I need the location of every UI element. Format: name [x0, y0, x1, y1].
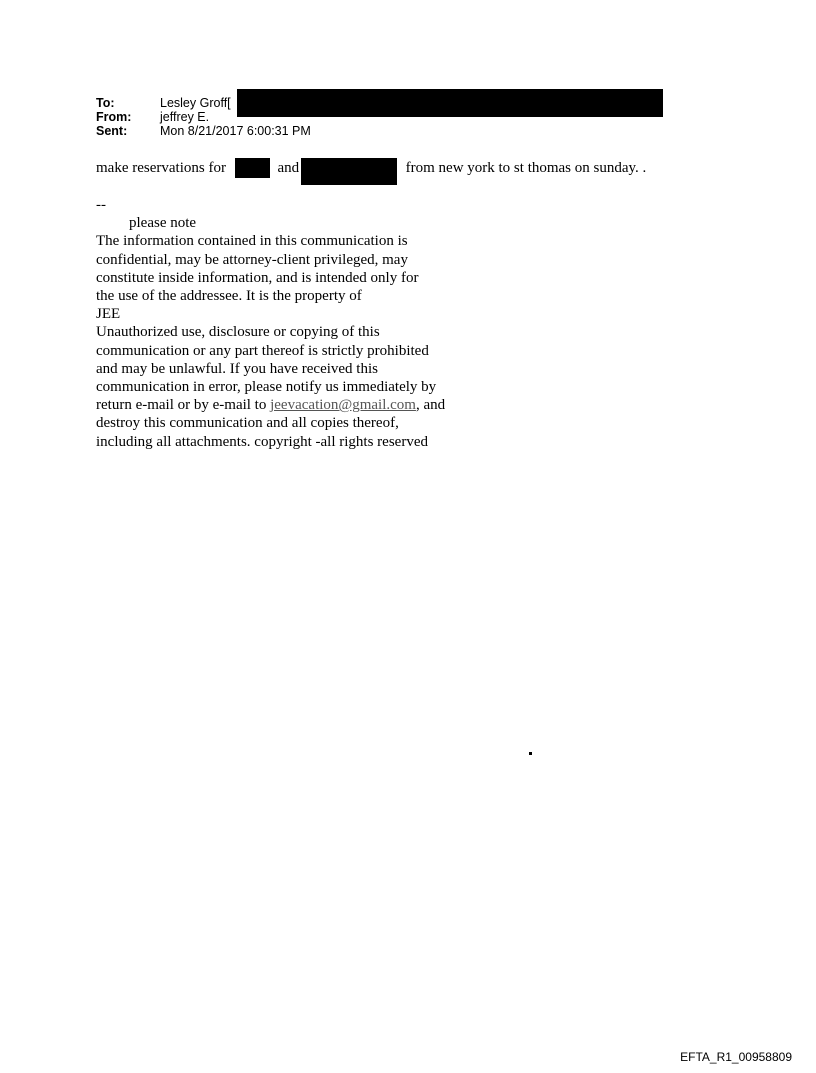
from-value: jeffrey E. [160, 110, 210, 124]
disclaimer-line: confidential, may be attorney-client privileged, may [96, 251, 408, 268]
to-label: To: [96, 96, 115, 110]
body-text-part2: and [277, 160, 300, 176]
disclaimer-line: communication or any part thereof is strictly prohibited [96, 342, 429, 359]
stray-dot [529, 752, 532, 755]
email-line-prefix: return e-mail or by e-mail to [96, 397, 271, 414]
redaction-name-2 [301, 158, 397, 185]
body-text-part3: from new york to st thomas on sunday. . [405, 160, 647, 176]
redaction-recipient-email [237, 89, 663, 117]
to-value: Lesley Groff[ [160, 96, 231, 110]
disclaimer-line: communication in error, please notify us immediately by [96, 379, 437, 396]
disclaimer-line: destroy this communication and all copies thereof, [96, 415, 399, 432]
signature-disclaimer [96, 196, 516, 451]
disclaimer-line: JEE [96, 306, 121, 323]
body-text-part1: make reservations for [96, 160, 226, 176]
sent-value: Mon 8/21/2017 6:00:31 PM [160, 124, 311, 138]
disclaimer-line: Unauthorized use, disclosure or copying of this [96, 324, 380, 341]
email-link[interactable]: jeevacation@gmail.com [270, 397, 416, 414]
disclaimer-line: constitute inside information, and is intended only for [96, 269, 419, 286]
sent-label: Sent: [96, 124, 128, 138]
email-line-suffix: , and [415, 397, 446, 414]
disclaimer-line: The information contained in this communication is [96, 233, 408, 250]
redaction-name-1 [235, 158, 270, 178]
document-id: EFTA_R1_00958809 [680, 1050, 792, 1064]
signature-separator: -- [96, 197, 106, 213]
disclaimer-line: including all attachments. copyright -all rights reserved [96, 433, 428, 450]
disclaimer-email-line [96, 396, 516, 414]
from-label: From: [96, 110, 132, 124]
disclaimer-line: and may be unlawful. If you have received this [96, 360, 378, 377]
disclaimer-line: the use of the addressee. It is the property of [96, 288, 362, 305]
please-note: please note [129, 215, 197, 232]
